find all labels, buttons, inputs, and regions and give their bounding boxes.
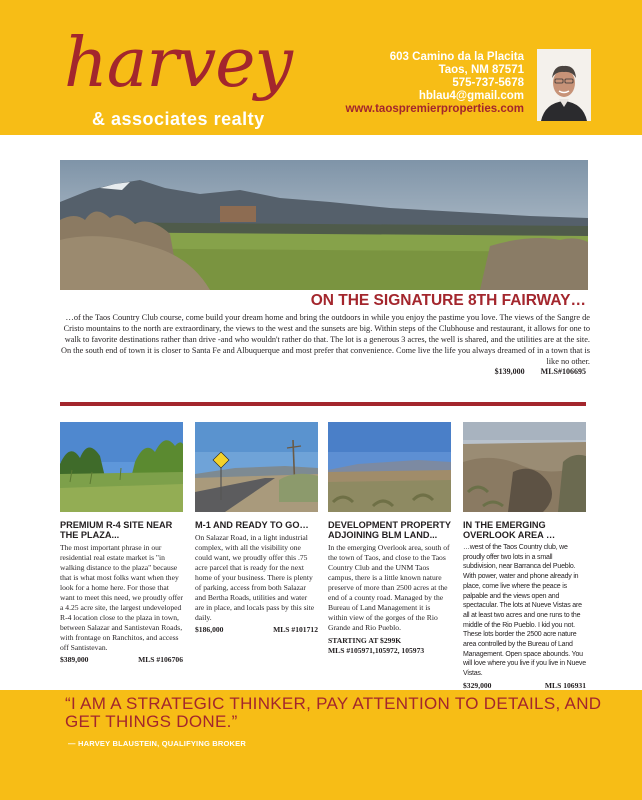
contact-website[interactable]: www.taospremierproperties.com: [345, 103, 524, 115]
listing-price: $186,000: [195, 625, 224, 634]
listing-description: …west of the Taos Country club, we proudly offer two lots in a small subdivision, near Barranca del Pueblo. With power, water and phone already in place, come live where the peace is palpable and the views open and spectacular. The lots at Nueve Vistas are all at least two acres and one runs to the middle of the Rio Pueblo. I kid you not. These lots border the 2500 acre nature area controlled by the Bureau of Land Management. Open space abounds. You will love where you live if you live in Nueve Vistas.: [463, 544, 586, 678]
contact-email[interactable]: hblau4@gmail.com: [418, 90, 524, 102]
brand-logo: harvey: [64, 24, 292, 103]
listing-price: $389,000: [60, 655, 89, 664]
listing-price-row: [60, 655, 183, 665]
featured-title: ON THE SIGNATURE 8TH FAIRWAY…: [310, 292, 586, 309]
listing-photo-salazar-road: [195, 422, 318, 512]
listing-description: In the emerging Overlook area, south of the town of Taos, and close to the Taos Country Club and the UNM Taos campus, there is a little known nature preserve of more than 2500 acres at the end of a county road. Managed by the Bureau of Land Management it is within view of the gorges of the Rio Grande and Rio Pueblo.: [328, 543, 450, 632]
listing-card: [463, 422, 586, 691]
listing-price-row: [195, 625, 318, 635]
featured-description: …of the Taos Country Club course, come build your dream home and bring the outdoors in while you enjoy the pastime you love. The views of the Sangre de Cristo mountains to the north are extraordinary, the views to the west and the sunsets are big. Within steps of the Clubhouse and restaurant, it allows for one to walk to favorite destinations rather than drive -and who wouldn't rather do that. The lot is a generous 3 acres, the well is shared, and the utilities are at the site. On the south end of town it is closer to Santa Fe and Albuquerque and most prefer that convenience. Come live the life you always dreamed of in a town that is like no other.: [60, 313, 590, 366]
listing-card: [60, 422, 183, 665]
listing-mls: MLS #101712: [273, 625, 318, 634]
section-divider: [60, 402, 586, 406]
listing-card: [328, 422, 451, 656]
listing-description: On Salazar Road, in a light industrial complex, with all the visibility one could want, we proudly offer this .75 acre parcel that is ready for the next home of your business. There is plenty of parking, access from both Salazar and Bertha Roads, utilities and water are in place, and locals pass by this site daily.: [195, 533, 315, 622]
listing-title: M-1 AND READY TO GO…: [195, 520, 309, 530]
listing-photo-blm-land: [328, 422, 451, 512]
contact-address-line1: 603 Camino da la Placita: [389, 51, 524, 63]
brand-tagline: & associates realty: [92, 109, 265, 129]
featured-price: $139,000: [494, 367, 525, 376]
agent-headshot: [537, 49, 591, 121]
featured-mls: MLS#106695: [540, 367, 586, 376]
listing-title: PREMIUM R-4 SITE NEAR THE PLAZA...: [60, 520, 173, 540]
listing-photo-overlook: [463, 422, 586, 512]
listing-title: IN THE EMERGING OVERLOOK AREA …: [463, 520, 556, 540]
listing-mls: MLS #106706: [138, 655, 183, 664]
contact-address-line2: Taos, NM 87571: [438, 64, 524, 76]
listing-mls: MLS #105971,105972, 105973: [328, 646, 425, 655]
footer-quote: “I AM A STRATEGIC THINKER, PAY ATTENTION TO DETAILS, AND GET THINGS DONE.”: [65, 694, 602, 731]
listing-price: $329,000: [463, 680, 492, 690]
listing-price: STARTING AT $299K: [328, 636, 402, 645]
listing-title: DEVELOPMENT PROPERTY ADJOINING BLM LAND...: [328, 520, 451, 540]
listing-mls: MLS 106931: [544, 680, 586, 690]
featured-price-row: [495, 367, 586, 376]
contact-block: [345, 51, 524, 116]
hero-photo-fairway: [60, 160, 588, 290]
contact-phone[interactable]: 575-737-5678: [452, 77, 524, 89]
footer-attribution: — HARVEY BLAUSTEIN, QUALIFYING BROKER: [68, 739, 246, 748]
listing-description: The most important phrase in our residential real estate market is "in walking distance to the plaza" because that is what most folks want when they look for a home here. For those that want to meet this need, we proudly offer a 4.25 acre site, the largest undeveloped R-4 location close to the plaza in town, between Salazar and Santistevan Roads, with frontage on Ranchitos, and access off Santistevan.: [60, 543, 184, 652]
listing-card: [195, 422, 318, 635]
listing-photo-plaza: [60, 422, 183, 512]
